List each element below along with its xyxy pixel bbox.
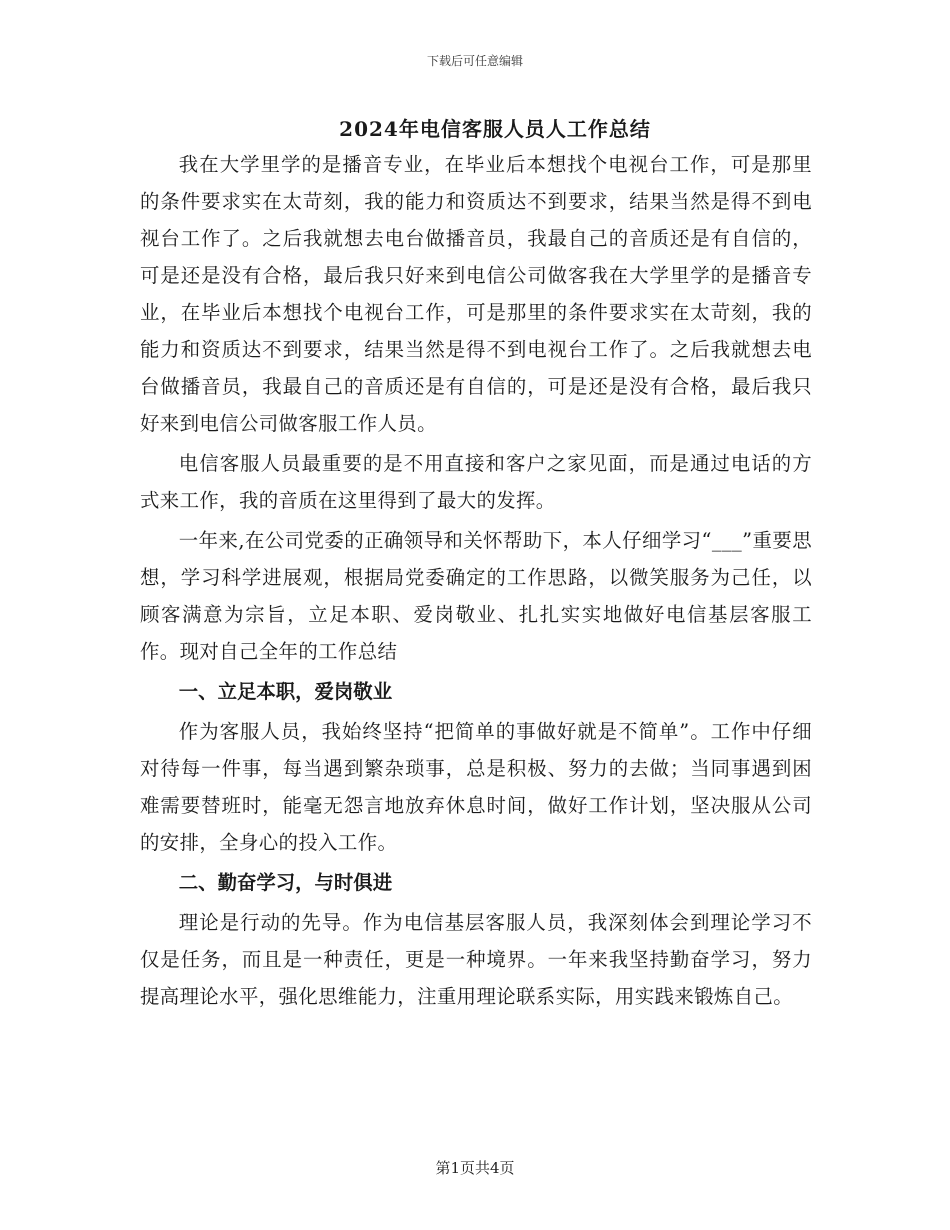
paragraph-section-2: 理论是行动的先导。作为电信基层客服人员，我深刻体会到理论学习不仅是任务，而且是一种责任，更是一种境界。一年来我坚持勤奋学习，努力提高理论水平，强化思维能力，注重用理论联系实际，用实践来锻炼自己。: [140, 911, 812, 1008]
paragraph-overview: 一年来,在公司党委的正确领导和关怀帮助下，本人仔细学习“___”重要思想，学习科学进展观，根据局党委确定的工作思路，以微笑服务为己任，以顾客满意为宗旨，立足本职、爱岗敬业、扎扎实实地做好电信基层客服工作。现对自己全年的工作总结: [140, 529, 812, 663]
header-note: 下载后可任意编辑: [426, 54, 523, 68]
document-body: [140, 146, 812, 1018]
page-number: 第1页共4页: [435, 1159, 515, 1177]
paragraph-voice: 电信客服人员最重要的是不用直接和客户之家见面，而是通过电话的方式来工作，我的音质在这里得到了最大的发挥。: [140, 452, 812, 512]
section-heading-1: 一、立足本职，爱岗敬业: [178, 680, 393, 703]
paragraph-intro: 我在大学里学的是播音专业，在毕业后本想找个电视台工作，可是那里的条件要求实在太苛刻，我的能力和资质达不到要求，结果当然是得不到电视台工作了。之后我就想去电台做播音员，我最自己的音质还是有自信的，可是还是没有合格，最后我只好来到电信公司做客我在大学里学的是播音专业，在毕业后本想找个电视台工作，可是那里的条件要求实在太苛刻，我的能力和资质达不到要求，结果当然是得不到电视台工作了。之后我就想去电台做播音员，我最自己的音质还是有自信的，可是还是没有合格，最后我只好来到电信公司做客服工作人员。: [140, 153, 812, 435]
section-heading-2: 二、勤奋学习，与时俱进: [178, 871, 393, 894]
paragraph-section-1: 作为客服人员，我始终坚持“把简单的事做好就是不简单”。工作中仔细对待每一件事，每当遇到繁杂琐事，总是积极、努力的去做；当同事遇到困难需要替班时，能毫无怨言地放弃休息时间，做好工作计划，坚决服从公司的安排，全身心的投入工作。: [140, 720, 812, 854]
page-title: 2024年电信客服人员人工作总结: [339, 117, 651, 141]
